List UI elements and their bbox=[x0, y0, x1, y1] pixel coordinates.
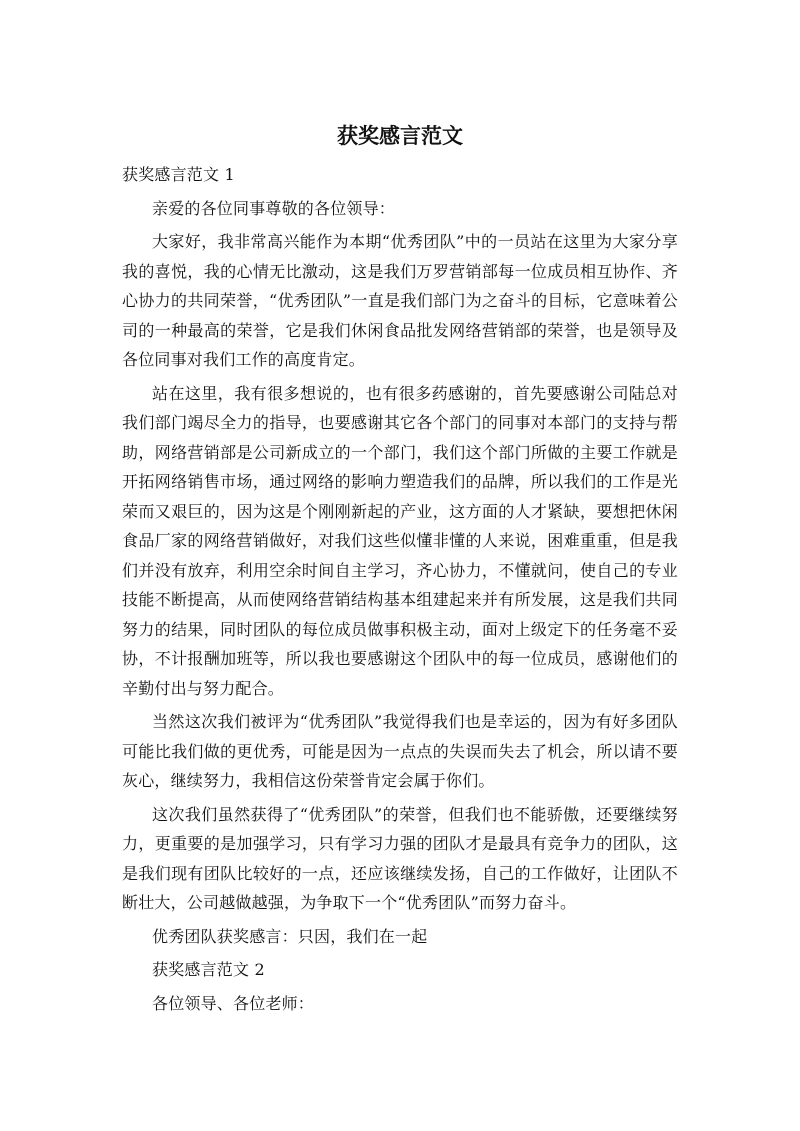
closing-line: 优秀团队获奖感言：只因，我们在一起 bbox=[152, 926, 428, 946]
section-heading-2: 获奖感言范文 2 bbox=[152, 960, 265, 979]
document-title: 获奖感言范文 bbox=[337, 124, 463, 148]
section-heading-1: 获奖感言范文 1 bbox=[122, 165, 235, 184]
body-paragraph: 当然这次我们被评为“优秀团队”我觉得我们也是幸运的，因为有好多团队可能比我们做的更优秀，可能是因为一点点的失误而失去了机会，所以请不要灰心，继续努力，我相信这份荣誉肯定会属于你们。 bbox=[122, 712, 678, 790]
salutation: 亲爱的各位同事尊敬的各位领导： bbox=[152, 198, 396, 218]
document-body bbox=[122, 160, 678, 1018]
body-paragraph: 这次我们虽然获得了“优秀团队”的荣誉，但我们也不能骄傲，还要继续努力，更重要的是加强学习，只有学习力强的团队才是最具有竞争力的团队，这是我们现有团队比较好的一点，还应该继续发扬，自己的工作做好，让团队不断壮大，公司越做越强，为争取下一个“优秀团队”而努力奋斗。 bbox=[122, 804, 678, 912]
salutation-2: 各位领导、各位老师： bbox=[152, 993, 315, 1013]
body-paragraph: 大家好，我非常高兴能作为本期“优秀团队”中的一员站在这里为大家分享我的喜悦，我的心情无比激动，这是我们万罗营销部每一位成员相互协作、齐心协力的共同荣誉，“优秀团队”一直是我们部门为之奋斗的目标，它意味着公司的一种最高的荣誉，它是我们休闲食品批发网络营销部的荣誉，也是领导及各位同事对我们工作的高度肯定。 bbox=[122, 232, 678, 369]
body-paragraph: 站在这里，我有很多想说的，也有很多药感谢的，首先要感谢公司陆总对我们部门竭尽全力的指导，也要感谢其它各个部门的同事对本部门的支持与帮助，网络营销部是公司新成立的一个部门，我们这个部门所做的主要工作就是开拓网络销售市场，通过网络的影响力塑造我们的品牌，所以我们的工作是光荣而又艰巨的，因为这是个刚刚新起的产业，这方面的人才紧缺，要想把休闲食品厂家的网络营销做好，对我们这些似懂非懂的人来说，困难重重，但是我们并没有放弃，利用空余时间自主学习，齐心协力，不懂就问，使自己的专业技能不断提高，从而使网络营销结构基本组建起来并有所发展，这是我们共同努力的结果，同时团队的每位成员做事积极主动，面对上级定下的任务毫不妥协，不计报酬加班等，所以我也要感谢这个团队中的每一位成员，感谢他们的辛勤付出与努力配合。 bbox=[122, 383, 678, 698]
